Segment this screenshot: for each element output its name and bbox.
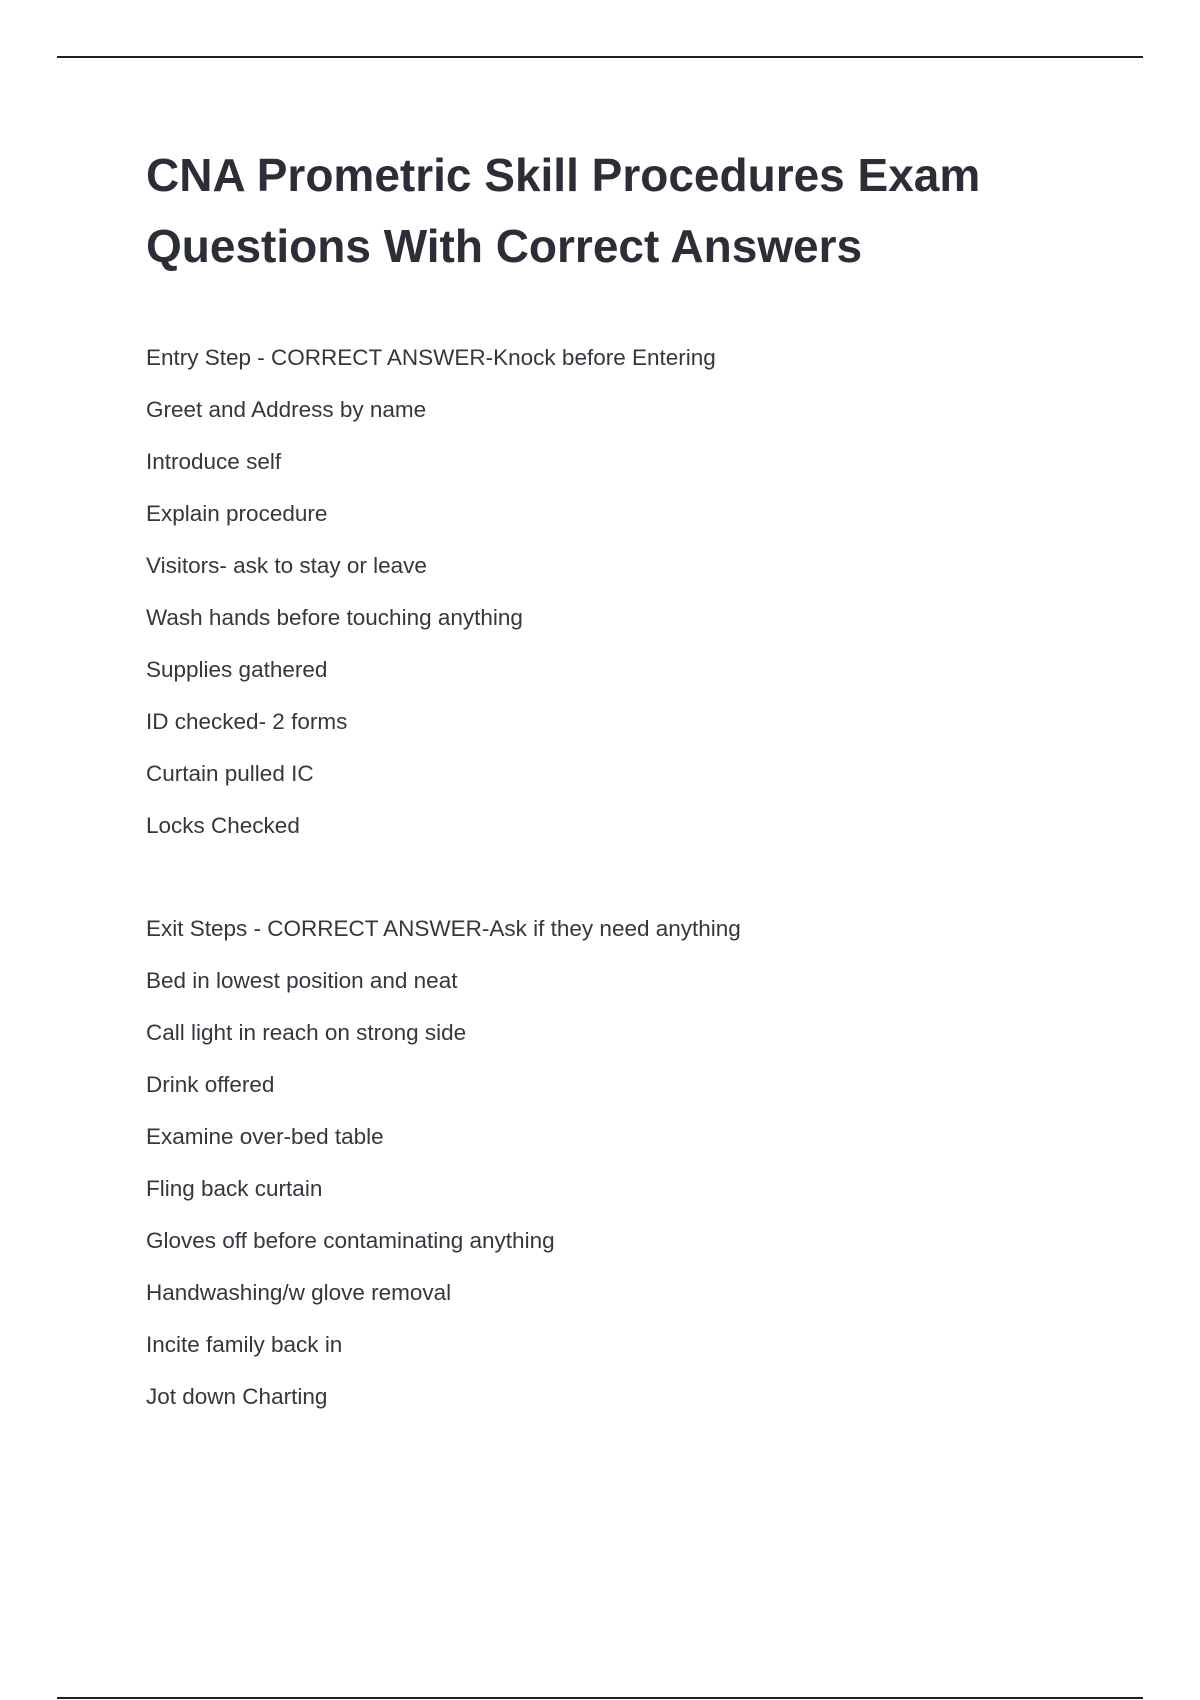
exit-step-line: Bed in lowest position and neat [146,968,458,993]
title-line-2: Questions With Correct Answers [146,220,863,272]
exit-step-line: Call light in reach on strong side [146,1020,467,1045]
header-rule [57,56,1143,58]
exit-step-line: Examine over-bed table [146,1124,384,1149]
title-line-1: CNA Prometric Skill Procedures Exam [146,149,981,201]
exit-step-line: Gloves off before contaminating anything [146,1228,555,1253]
entry-step-line: Curtain pulled IC [146,761,314,786]
exit-step-line: Exit Steps - CORRECT ANSWER-Ask if they need anything [146,916,741,941]
entry-step-line: Explain procedure [146,501,328,526]
entry-step-line: Greet and Address by name [146,397,427,422]
exit-steps-section [146,903,1106,1423]
entry-step-line: Locks Checked [146,813,300,838]
entry-step-line: Wash hands before touching anything [146,605,523,630]
exit-step-line: Handwashing/w glove removal [146,1280,452,1305]
entry-step-line: Supplies gathered [146,657,328,682]
entry-step-line: Entry Step - CORRECT ANSWER-Knock before Entering [146,345,716,370]
exit-step-line: Fling back curtain [146,1176,323,1201]
entry-steps-section [146,332,1106,852]
exit-step-line: Jot down Charting [146,1384,328,1409]
document-body [146,140,1106,1423]
entry-step-line: ID checked- 2 forms [146,709,348,734]
entry-step-line: Introduce self [146,449,282,474]
exit-step-line: Drink offered [146,1072,275,1097]
exit-step-line: Incite family back in [146,1332,343,1357]
page-title [146,140,1106,282]
entry-step-line: Visitors- ask to stay or leave [146,553,427,578]
footer-rule [57,1697,1143,1699]
